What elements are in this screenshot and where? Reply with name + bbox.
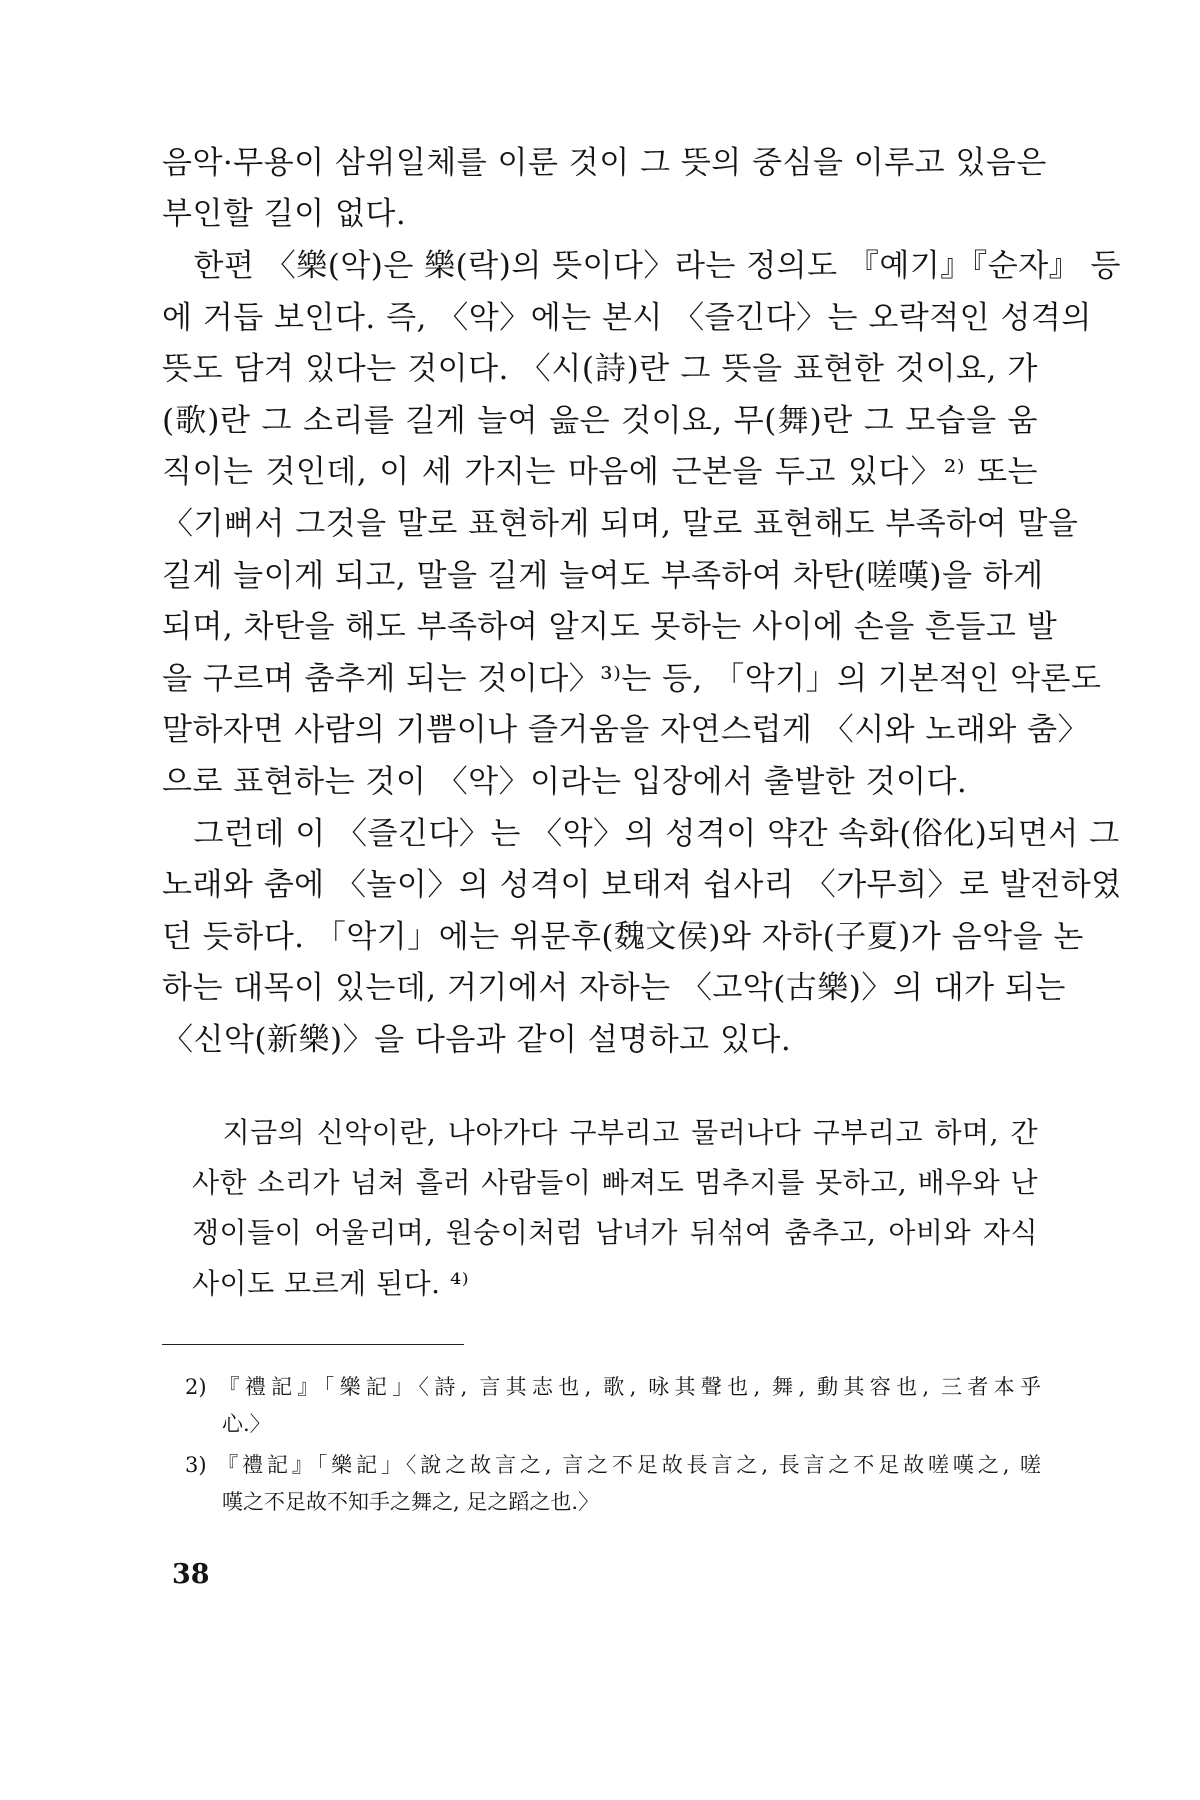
footnote-line: 心.〉 <box>222 1412 271 1436</box>
body-line: 〈기뻐서 그것을 말로 표현하게 되며, 말로 표현해도 부족하여 말을 <box>162 506 1079 542</box>
body-line: 던 듯하다. 「악기」에는 위문후(魏文侯)와 자하(子夏)가 음악을 논 <box>162 919 1084 955</box>
footnote-line: 嘆之不足故不知手之舞之, 足之蹈之也.〉 <box>222 1490 600 1514</box>
body-line: 을 구르며 춤추게 되는 것이다〉³⁾는 등, 「악기」의 기본적인 악론도 <box>162 661 1102 697</box>
quote-line: 사한 소리가 넘쳐 흘러 사람들이 빠져도 멈추지를 못하고, 배우와 난 <box>192 1166 1038 1199</box>
body-line: 직이는 것인데, 이 세 가지는 마음에 근본을 두고 있다〉²⁾ 또는 <box>162 454 1038 490</box>
body-line: 노래와 춤에 〈놀이〉의 성격이 보태져 쉽사리 〈가무희〉로 발전하였 <box>162 867 1122 903</box>
footnote-line: 3) 『禮記』「樂記」〈說之故言之, 言之不足故長言之, 長言之不足故嗟嘆之, 嗟 <box>185 1453 1041 1477</box>
body-line: 으로 표현하는 것이 〈악〉이라는 입장에서 출발한 것이다. <box>162 764 968 800</box>
footnote-line: 2) 『禮記』「樂記」〈詩, 言其志也, 歌, 咏其聲也, 舞, 動其容也, 三者本乎 <box>185 1375 1041 1399</box>
body-line: 하는 대목이 있는데, 거기에서 자하는 〈고악(古樂)〉의 대가 되는 <box>162 970 1066 1006</box>
body-line: 말하자면 사람의 기쁨이나 즐거움을 자연스럽게 〈시와 노래와 춤〉 <box>162 712 1090 748</box>
footnote-divider <box>162 1344 464 1345</box>
body-line: 음악·무용이 삼위일체를 이룬 것이 그 뜻의 중심을 이루고 있음은 <box>162 145 1047 181</box>
body-line: (歌)란 그 소리를 길게 늘여 읊은 것이요, 무(舞)란 그 모습을 움 <box>162 403 1038 439</box>
body-line: 되며, 차탄을 해도 부족하여 알지도 못하는 사이에 손을 흔들고 발 <box>162 609 1058 645</box>
quote-line: 쟁이들이 어울리며, 원숭이처럼 남녀가 뒤섞여 춤추고, 아비와 자식 <box>192 1216 1038 1249</box>
body-line: 에 거듭 보인다. 즉, 〈악〉에는 본시 〈즐긴다〉는 오락적인 성격의 <box>162 300 1092 336</box>
body-line: 한편 〈樂(악)은 樂(락)의 뜻이다〉라는 정의도 『예기』『순자』 등 <box>162 248 1121 284</box>
body-line: 뜻도 담겨 있다는 것이다. 〈시(詩)란 그 뜻을 표현한 것이요, 가 <box>162 351 1038 387</box>
quote-line: 사이도 모르게 된다. ⁴⁾ <box>192 1267 470 1300</box>
body-line: 부인할 길이 없다. <box>162 196 407 232</box>
body-line: 그런데 이 〈즐긴다〉는 〈악〉의 성격이 약간 속화(俗化)되면서 그 <box>162 816 1120 852</box>
quote-line: 지금의 신악이란, 나아가다 구부리고 물러나다 구부리고 하며, 간 <box>192 1116 1038 1149</box>
page-number: 38 <box>172 1559 210 1590</box>
body-line: 길게 늘이게 되고, 말을 길게 늘여도 부족하여 차탄(嗟嘆)을 하게 <box>162 558 1044 594</box>
body-line: 〈신악(新樂)〉을 다음과 같이 설명하고 있다. <box>162 1022 792 1058</box>
